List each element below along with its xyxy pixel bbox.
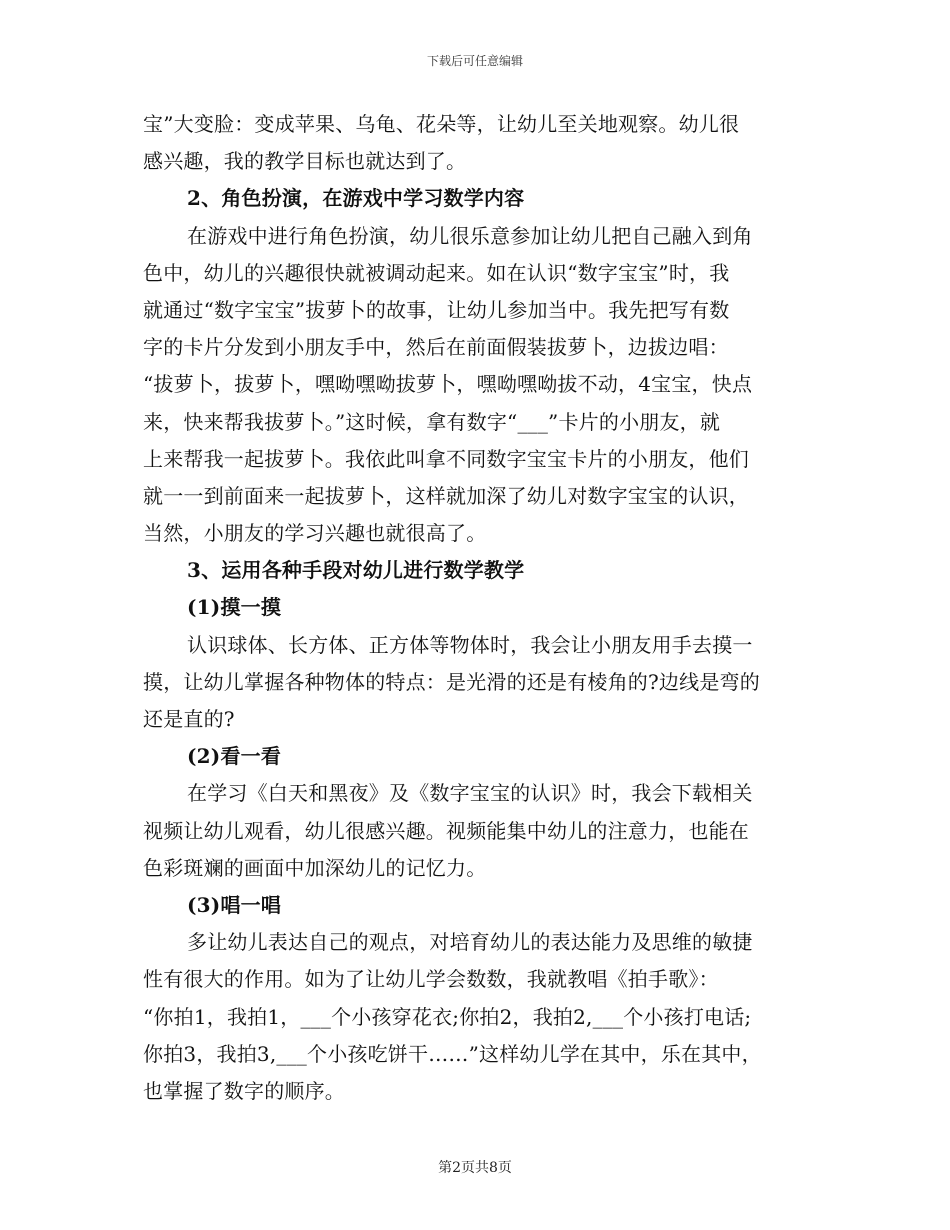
- section-heading: (2)看一看: [187, 744, 282, 769]
- paragraph-line: 也掌握了数字的顺序。: [143, 1078, 345, 1103]
- paragraph-line: 来，快来帮我拔萝卜。”这时候，拿有数字“___”卡片的小朋友，就: [143, 409, 721, 434]
- page-footer: 第2页共8页: [438, 1160, 512, 1176]
- paragraph-first-line: 在学习《白天和黑夜》及《数字宝宝的认识》时，我会下载相关: [187, 781, 753, 806]
- paragraph-line: 还是直的?: [143, 707, 235, 731]
- paragraph-first-line: 在游戏中进行角色扮演，幼儿很乐意参加让幼儿把自己融入到角: [187, 223, 753, 248]
- paragraph-line: 就通过“数字宝宝”拔萝卜的故事，让幼儿参加当中。我先把写有数: [143, 297, 730, 322]
- paragraph-line: “你拍1，我拍1，___个小孩穿花衣;你拍2，我拍2,___个小孩打电话;: [143, 1004, 752, 1029]
- paragraph-line: 你拍3，我拍3,___个小孩吃饼干……”这样幼儿学在其中，乐在其中，: [143, 1041, 762, 1066]
- section-heading: (3)唱一唱: [187, 892, 282, 917]
- section-heading: (1)摸一摸: [187, 595, 282, 620]
- paragraph-line: 感兴趣，我的教学目标也就达到了。: [143, 149, 467, 174]
- paragraph-line: 色彩斑斓的画面中加深幼儿的记忆力。: [143, 855, 487, 880]
- paragraph-line: 字的卡片分发到小朋友手中，然后在前面假装拔萝卜，边拔边唱：: [143, 335, 729, 360]
- paragraph-first-line: 多让幼儿表达自己的观点，对培育幼儿的表达能力及思维的敏捷: [187, 930, 753, 955]
- paragraph-first-line: 认识球体、长方体、正方体等物体时，我会让小朋友用手去摸一: [187, 632, 753, 657]
- paragraph-line: 当然，小朋友的学习兴趣也就很高了。: [143, 521, 487, 546]
- paragraph-line: “拔萝卜，拔萝卜，嘿呦嘿呦拔萝卜，嘿呦嘿呦拔不动，4宝宝，快点: [143, 372, 753, 397]
- paragraph-line: 色中，幼儿的兴趣很快就被调动起来。如在认识“数字宝宝”时，我: [143, 260, 730, 285]
- paragraph-line: 宝”大变脸：变成苹果、乌龟、花朵等，让幼儿至关地观察。幼儿很: [143, 112, 740, 136]
- section-heading: 3、运用各种手段对幼儿进行数学教学: [187, 558, 525, 583]
- paragraph-line: 性有很大的作用。如为了让幼儿学会数数，我就教唱《拍手歌》：: [143, 967, 719, 992]
- paragraph-line: 摸，让幼儿掌握各种物体的特点：是光滑的还是有棱角的?边线是弯的: [143, 669, 760, 694]
- paragraph-line: 上来帮我一起拔萝卜。我依此叫拿不同数字宝宝卡片的小朋友，他们: [143, 446, 749, 471]
- section-heading: 2、角色扮演，在游戏中学习数学内容: [187, 186, 525, 211]
- paragraph-line: 视频让幼儿观看，幼儿很感兴趣。视频能集中幼儿的注意力，也能在: [143, 818, 749, 843]
- document-body: [143, 106, 811, 1110]
- paragraph-line: 就一一到前面来一起拔萝卜，这样就加深了幼儿对数字宝宝的认识，: [143, 483, 749, 508]
- page-header: 下载后可任意编辑: [426, 54, 523, 68]
